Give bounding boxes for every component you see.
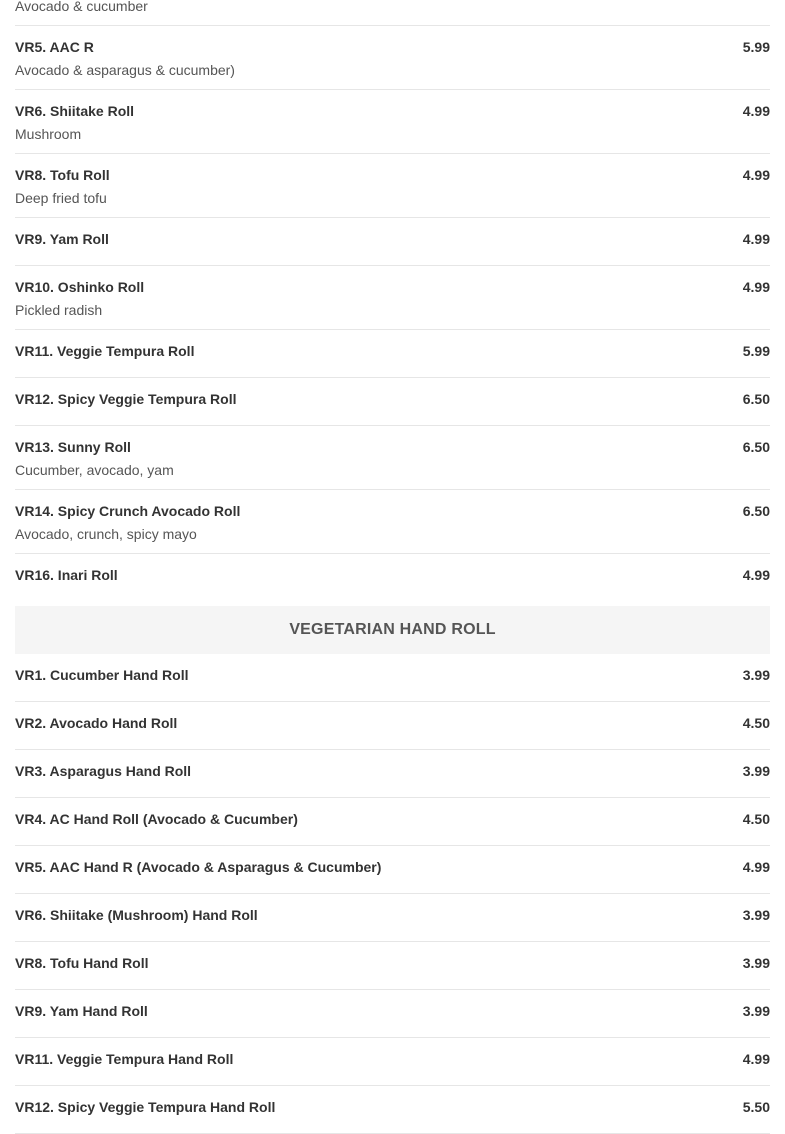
menu-item[interactable] xyxy=(15,554,770,602)
item-name: VR12. Spicy Veggie Tempura Hand Roll xyxy=(15,1099,276,1115)
item-name: VR13. Sunny Roll xyxy=(15,439,131,455)
item-price: 4.50 xyxy=(742,715,770,731)
item-price: 4.99 xyxy=(742,567,770,583)
menu-item[interactable] xyxy=(15,846,770,894)
item-name: VR10. Oshinko Roll xyxy=(15,279,145,295)
item-name: VR5. AAC Hand R (Avocado & Asparagus & Cucumber) xyxy=(15,859,382,875)
item-name: VR3. Asparagus Hand Roll xyxy=(15,763,192,779)
item-name: VR8. Tofu Roll xyxy=(15,167,110,183)
item-description: Cucumber, avocado, yam xyxy=(15,462,174,478)
item-price: 3.99 xyxy=(742,1003,770,1019)
item-price: 4.99 xyxy=(742,167,770,183)
item-price: 4.99 xyxy=(742,859,770,875)
item-price: 4.99 xyxy=(742,103,770,119)
menu-item[interactable] xyxy=(15,154,770,218)
item-price: 5.99 xyxy=(742,343,770,359)
item-name: VR9. Yam Hand Roll xyxy=(15,1003,148,1019)
item-name: VR11. Veggie Tempura Roll xyxy=(15,343,195,359)
menu-item[interactable] xyxy=(15,90,770,154)
item-name: VR5. AAC R xyxy=(15,39,94,55)
item-price: 6.50 xyxy=(742,503,770,519)
menu-item[interactable] xyxy=(15,426,770,490)
item-price: 4.99 xyxy=(742,279,770,295)
item-description: Pickled radish xyxy=(15,302,103,318)
item-name: VR12. Spicy Veggie Tempura Roll xyxy=(15,391,237,407)
menu-item[interactable] xyxy=(15,330,770,378)
menu-item[interactable] xyxy=(15,654,770,702)
menu-list xyxy=(15,0,770,1134)
item-name: VR11. Veggie Tempura Hand Roll xyxy=(15,1051,234,1067)
item-price: 3.99 xyxy=(742,907,770,923)
item-price: 3.99 xyxy=(742,763,770,779)
item-price: 4.99 xyxy=(742,1051,770,1067)
item-description: Mushroom xyxy=(15,126,82,142)
item-description: Avocado & asparagus & cucumber) xyxy=(15,62,235,78)
menu-item[interactable] xyxy=(15,218,770,266)
menu-item[interactable] xyxy=(15,750,770,798)
item-price: 4.99 xyxy=(742,231,770,247)
item-price: 4.50 xyxy=(742,811,770,827)
item-name: VR6. Shiitake Roll xyxy=(15,103,135,119)
item-name: VR2. Avocado Hand Roll xyxy=(15,715,178,731)
item-price: 6.50 xyxy=(742,439,770,455)
item-description: Deep fried tofu xyxy=(15,190,107,206)
menu-item[interactable] xyxy=(15,266,770,330)
item-name: VR9. Yam Roll xyxy=(15,231,109,247)
menu-item[interactable] xyxy=(15,990,770,1038)
item-name: VR8. Tofu Hand Roll xyxy=(15,955,149,971)
item-price: 5.50 xyxy=(742,1099,770,1115)
item-price: 5.99 xyxy=(742,39,770,55)
item-price: 3.99 xyxy=(742,955,770,971)
item-name: VR14. Spicy Crunch Avocado Roll xyxy=(15,503,241,519)
item-price: 3.99 xyxy=(742,667,770,683)
item-name: VR1. Cucumber Hand Roll xyxy=(15,667,189,683)
menu-item[interactable] xyxy=(15,798,770,846)
item-name: VR16. Inari Roll xyxy=(15,567,118,583)
item-name: VR6. Shiitake (Mushroom) Hand Roll xyxy=(15,907,258,923)
item-name: VR4. AC Hand Roll (Avocado & Cucumber) xyxy=(15,811,298,827)
menu-item[interactable] xyxy=(15,490,770,554)
menu-item[interactable] xyxy=(15,894,770,942)
menu-item[interactable] xyxy=(15,1038,770,1086)
item-description: Avocado & cucumber xyxy=(15,0,148,14)
menu-item[interactable] xyxy=(15,1086,770,1134)
menu-item[interactable] xyxy=(15,26,770,90)
menu-item[interactable] xyxy=(15,378,770,426)
menu-item[interactable] xyxy=(15,942,770,990)
item-description: Avocado, crunch, spicy mayo xyxy=(15,526,197,542)
menu-item[interactable] xyxy=(15,702,770,750)
section-header: VEGETARIAN HAND ROLL xyxy=(15,606,770,654)
item-price: 6.50 xyxy=(742,391,770,407)
menu-item[interactable] xyxy=(15,0,770,26)
